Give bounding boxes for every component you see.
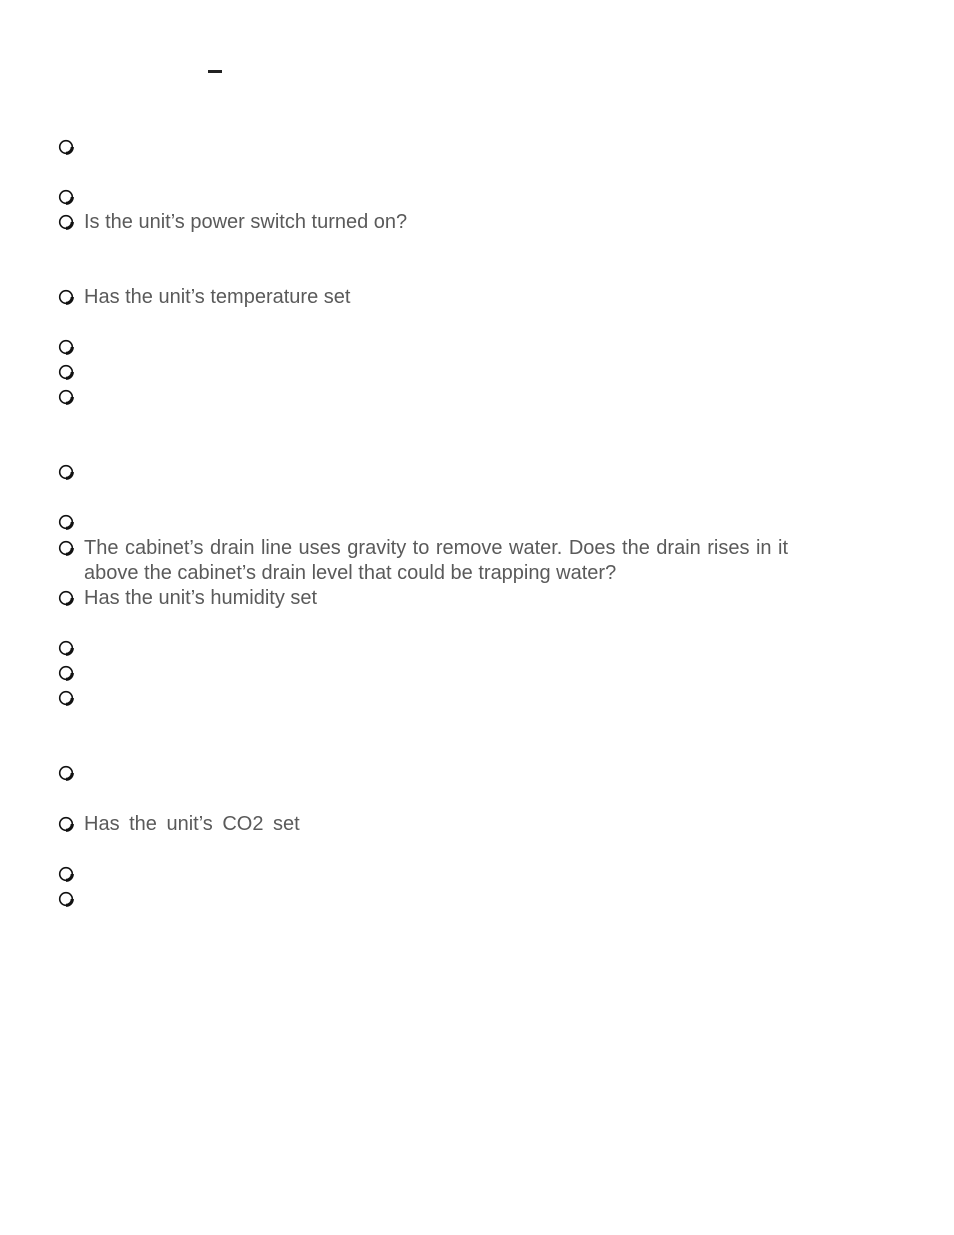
circle-bullet-icon: [58, 463, 75, 482]
checklist-item-humidity: [58, 586, 788, 611]
checklist-item-co2: [58, 812, 788, 837]
header-dash-mark: [208, 70, 222, 73]
circle-bullet-icon: [58, 288, 75, 307]
circle-bullet-icon: [58, 664, 75, 683]
circle-bullet-icon: [58, 689, 75, 708]
circle-bullet-icon: [58, 815, 75, 834]
circle-bullet-icon: [58, 890, 75, 909]
checklist-item-text: Has the unit’s CO2 set: [84, 813, 300, 835]
circle-bullet-icon: [58, 338, 75, 357]
checklist-item-power-switch: [58, 210, 788, 235]
circle-bullet-icon: [58, 388, 75, 407]
checklist-item-temperature: [58, 285, 788, 310]
checklist-item-text: The cabinet’s drain line uses gravity to remove water. Does the drain rises in it above the cabinet’s drain level that could be trapping water?: [84, 537, 788, 584]
circle-bullet-icon: [58, 363, 75, 382]
circle-bullet-icon: [58, 513, 75, 532]
checklist-item-text: Is the unit’s power switch turned on?: [84, 211, 408, 233]
checklist-item-text: Has the unit’s temperature set: [84, 286, 351, 308]
circle-bullet-icon: [58, 188, 75, 207]
circle-bullet-icon: [58, 639, 75, 658]
circle-bullet-icon: [58, 213, 75, 232]
circle-bullet-icon: [58, 589, 75, 608]
circle-bullet-icon: [58, 539, 75, 558]
checklist-item-text: Has the unit’s humidity set: [84, 587, 318, 609]
circle-bullet-icon: [58, 138, 75, 157]
circle-bullet-icon: [58, 764, 75, 783]
checklist-item-drain-line: [58, 536, 788, 586]
circle-bullet-icon: [58, 865, 75, 884]
